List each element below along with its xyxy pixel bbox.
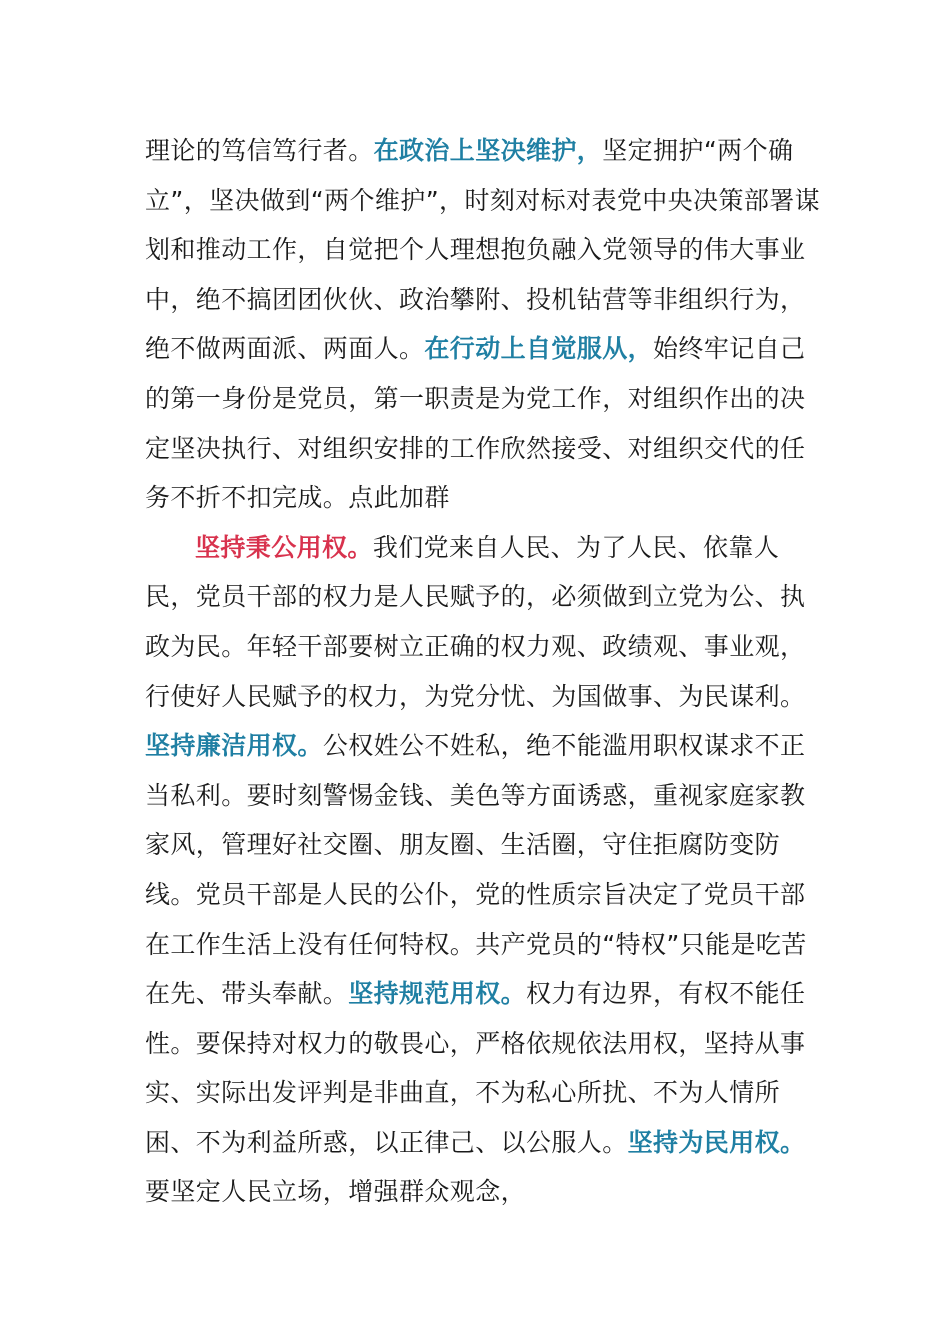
highlight-heading: 在行动上自觉服从， — [424, 334, 654, 364]
paragraph-text: 权力有边界，有权不能任性。要保持对权力的敬畏心，严格依规依法用权，坚持从事实、实际出发评判是非曲直，不为私心所扰、不为人情所困、不为利益所惑，以正律己、以公服人。 — [145, 979, 806, 1157]
paragraph-text: 要坚定人民立场，增强群众观念， — [145, 1177, 527, 1207]
highlight-heading: 在政治上坚决维护， — [373, 136, 603, 165]
paragraph-text: 公权姓公不姓私，绝不能滥用职权谋求不正当私利。要时刻警惕金钱、美色等方面诱惑，重视家庭家教家风，管理好社交圈、朋友圈、生活圈，守住拒腐防变防线。党员干部是人民的公仆，党的性质宗旨决定了党员干部在工作生活上没有任何特权。共产党员的“特权”只能是吃苦在先、带头奉献。 — [145, 731, 807, 1009]
highlight-heading: 坚持规范用权。 — [348, 979, 527, 1009]
paragraph-text: 始终牢记自己的第一身份是党员，第一职责是为党工作，对组织作出的决定坚决执行、对组织安排的工作欣然接受、对组织交代的任务不折不扣完成。点此加群 — [145, 334, 806, 513]
paragraph-political-loyalty — [145, 126, 825, 523]
highlight-heading: 坚持廉洁用权。 — [145, 731, 323, 761]
paragraph-text: 我们党来自人民、为了人民、依靠人民，党员干部的权力是人民赋予的，必须做到立党为公、执政为民。年轻干部要树立正确的权力观、政绩观、事业观，行使好人民赋予的权力，为党分忧、为国做事、为民谋利。 — [145, 532, 806, 711]
paragraph-power-use — [145, 523, 825, 1217]
highlight-heading: 坚持为民用权。 — [627, 1127, 806, 1157]
paragraph-text: 坚定拥护“两个确立”，坚决做到“两个维护”，时刻对标对表党中央决策部署谋划和推动工作，自觉把个人理想抱负融入党领导的伟大事业中，绝不搞团团伙伙、政治攀附、投机钻营等非组织行为，绝不做两面派、两面人。 — [145, 136, 821, 364]
paragraph-text: 理论的笃信笃行者。 — [145, 136, 374, 165]
section-heading: 坚持秉公用权。 — [195, 532, 373, 562]
document-body — [145, 126, 825, 1217]
